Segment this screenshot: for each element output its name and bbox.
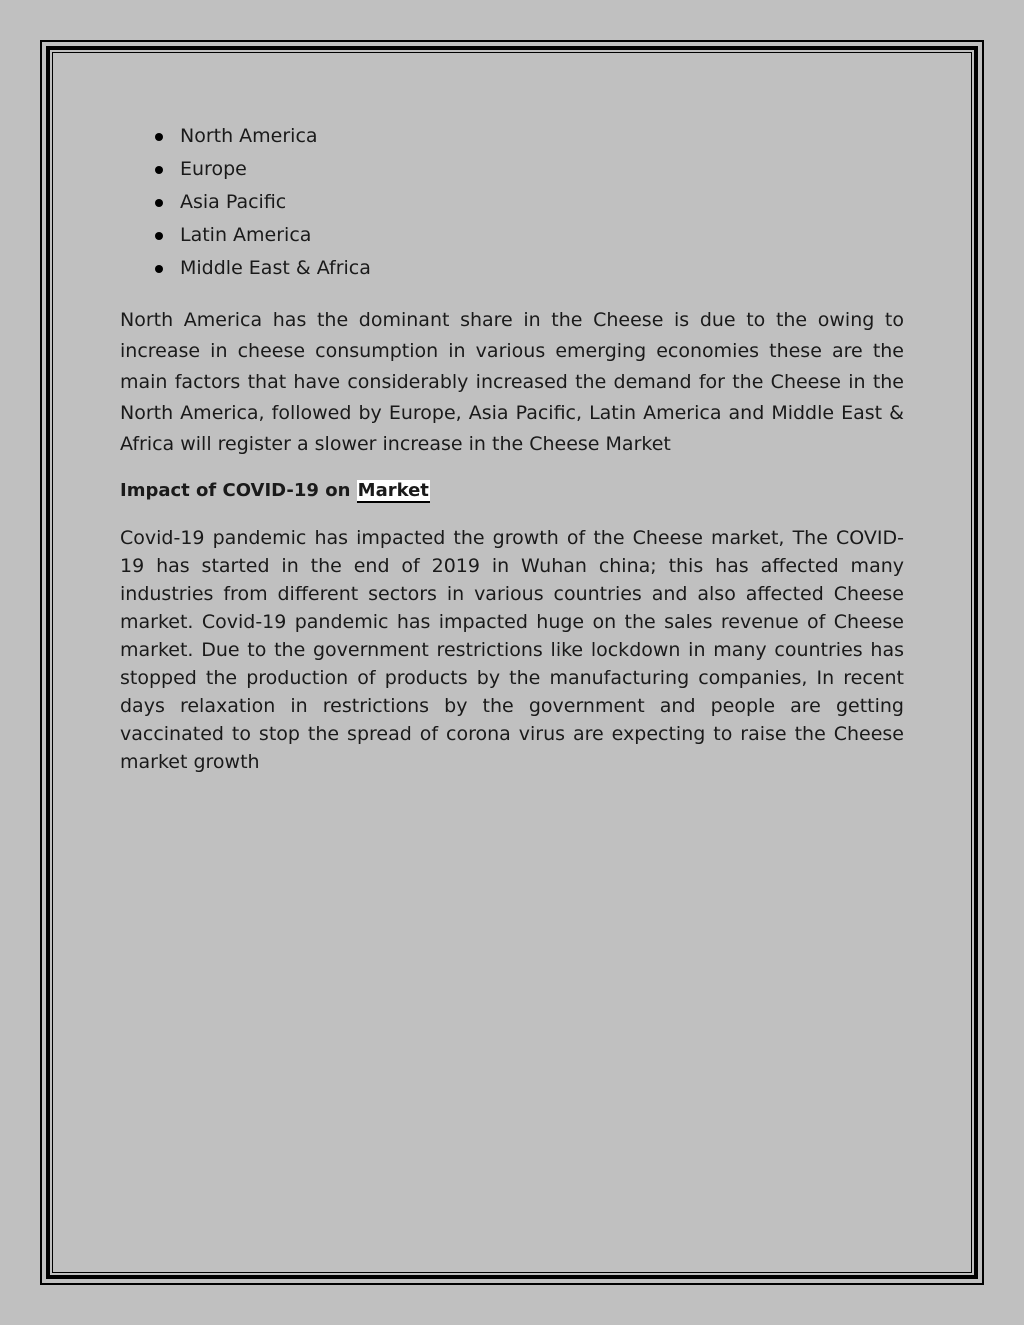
- heading-highlight: Market: [357, 480, 429, 501]
- list-item: [120, 153, 904, 186]
- section-heading: [120, 476, 904, 506]
- list-item: [120, 219, 904, 252]
- region-list: [120, 120, 904, 285]
- region-label: Middle East & Africa: [180, 257, 371, 279]
- bullet-icon: [155, 166, 163, 174]
- region-label: Asia Pacific: [180, 191, 287, 213]
- heading-text: Impact of COVID-19 on: [120, 480, 357, 501]
- region-label: North America: [180, 125, 318, 147]
- bullet-icon: [155, 133, 163, 141]
- list-item: [120, 120, 904, 153]
- regional-share-paragraph: North America has the dominant share in the Cheese is due to the owing to increase in cheese consumption in various emerging economies these are the main factors that have considerably increased the demand for the Cheese in the North America, followed by Europe, Asia Pacific, Latin America and Middle East & Africa will register a slower increase in the Cheese Market: [120, 309, 904, 455]
- document-body: [120, 120, 904, 776]
- bullet-icon: [155, 265, 163, 273]
- bullet-icon: [155, 199, 163, 207]
- covid-impact-paragraph: Covid-19 pandemic has impacted the growth of the Cheese market, The COVID-19 has started in the end of 2019 in Wuhan china; this has affected many industries from different sectors in various countries and also affected Cheese market. Covid-19 pandemic has impacted huge on the sales revenue of Cheese market. Due to the government restrictions like lockdown in many countries has stopped the production of products by the manufacturing companies, In recent days relaxation in restrictions by the government and people are getting vaccinated to stop the spread of corona virus are expecting to raise the Cheese market growth: [120, 527, 904, 773]
- bullet-icon: [155, 232, 163, 240]
- list-item: [120, 252, 904, 285]
- region-label: Latin America: [180, 224, 312, 246]
- list-item: [120, 186, 904, 219]
- region-label: Europe: [180, 158, 247, 180]
